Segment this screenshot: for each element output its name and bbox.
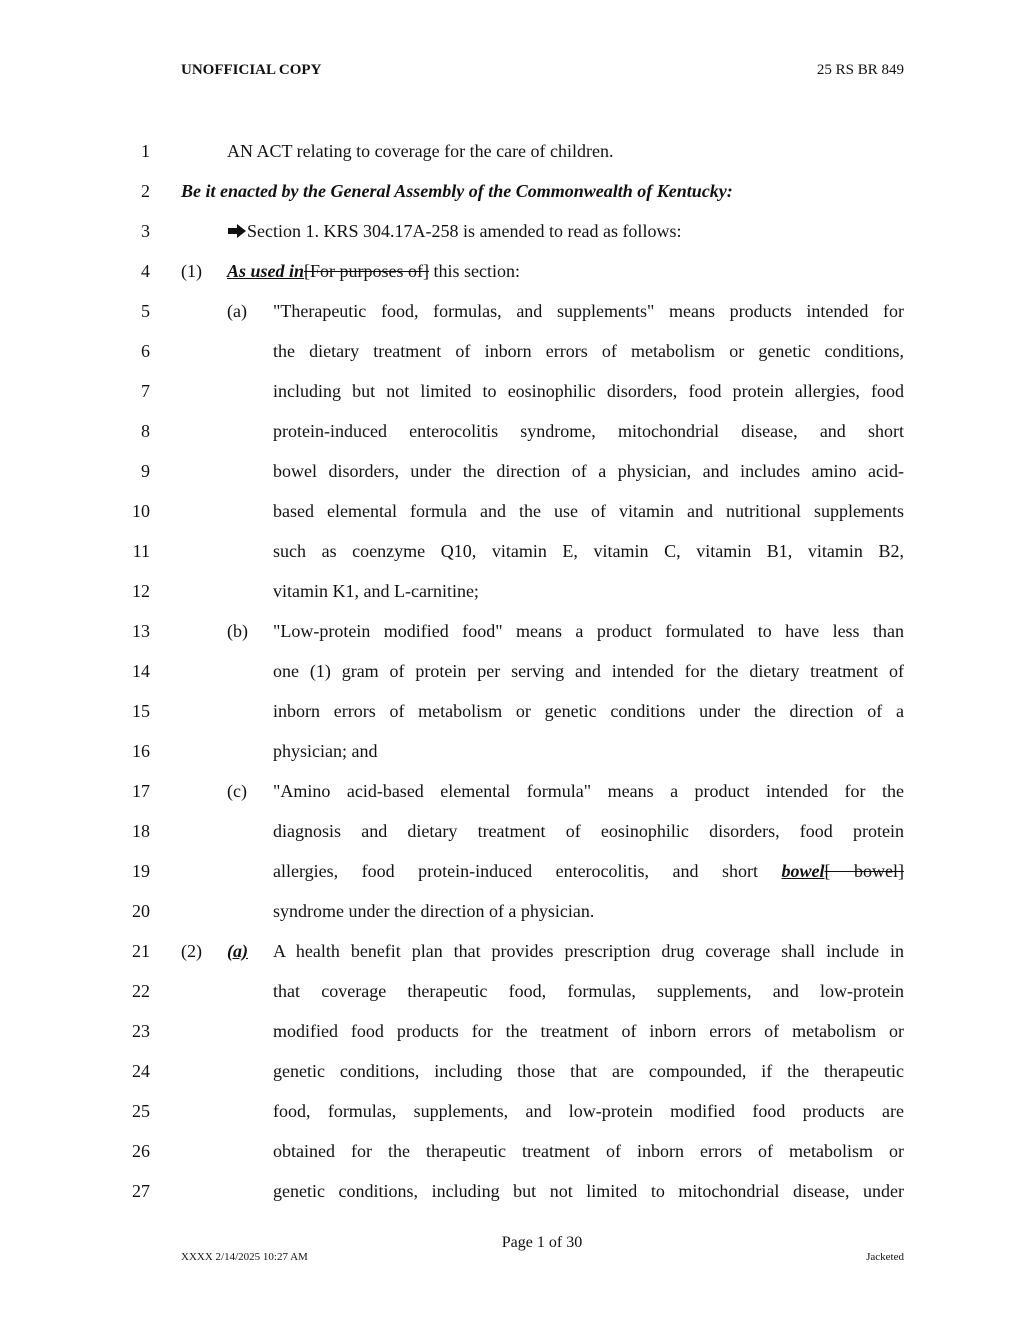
line-number: 5: [141, 301, 150, 321]
line-number: 7: [141, 381, 150, 401]
line-number: 18: [132, 821, 150, 841]
line-27: [0, 1180, 1024, 1220]
paragraph-label: (b): [227, 621, 248, 641]
line-number: 14: [132, 661, 150, 681]
line-text: [273, 860, 904, 882]
subsection-label: (1): [181, 261, 202, 281]
line-text: genetic conditions, including those that are compounded, if the therapeutic: [273, 1061, 904, 1081]
line-8: [0, 420, 1024, 460]
line-1: [0, 140, 1024, 180]
line-text: vitamin K1, and L-carnitine;: [273, 581, 479, 601]
line-number: 8: [141, 421, 150, 441]
line-text: syndrome under the direction of a physician.: [273, 901, 595, 921]
line-text: inborn errors of metabolism or genetic conditions under the direction of a: [273, 701, 904, 721]
line-number: 22: [132, 981, 150, 1001]
line-number: 11: [132, 541, 150, 561]
line-text: A health benefit plan that provides prescription drug coverage shall include in: [273, 941, 904, 961]
deleted-text: [ bowel]: [824, 861, 905, 881]
enacting-clause: Be it enacted by the General Assembly of the Commonwealth of Kentucky:: [181, 181, 733, 201]
inserted-text: bowel: [781, 861, 825, 881]
footer-status: Jacketed: [866, 1251, 904, 1263]
subsection-label: (2): [181, 941, 202, 961]
act-title: AN ACT relating to coverage for the care of children.: [227, 141, 614, 161]
line-text: protein-induced enterocolitis syndrome, mitochondrial disease, and short: [273, 421, 904, 441]
line-22: [0, 980, 1024, 1020]
line-9: [0, 460, 1024, 500]
line-number: 26: [132, 1141, 150, 1161]
line-2: [0, 180, 1024, 220]
header-unofficial-copy: UNOFFICIAL COPY: [181, 62, 322, 78]
line-number: 16: [132, 741, 150, 761]
line-number: 1: [141, 141, 150, 161]
line-text: genetic conditions, including but not limited to mitochondrial disease, under: [273, 1181, 904, 1201]
line-16: [0, 740, 1024, 780]
line-number: 3: [141, 221, 150, 241]
line-19: [0, 860, 1024, 900]
line-10: [0, 500, 1024, 540]
line-text: one (1) gram of protein per serving and intended for the dietary treatment of: [273, 661, 904, 681]
line-number: 2: [141, 181, 150, 201]
line-number: 12: [132, 581, 150, 601]
line-text: food, formulas, supplements, and low-protein modified food products are: [273, 1101, 904, 1121]
line-5: [0, 300, 1024, 340]
line-number: 17: [132, 781, 150, 801]
line-24: [0, 1060, 1024, 1100]
footer-timestamp: XXXX 2/14/2025 10:27 AM: [181, 1251, 308, 1263]
line-25: [0, 1100, 1024, 1140]
page-number: Page 1 of 30: [501, 1234, 583, 1251]
line-12: [0, 580, 1024, 620]
line-text-rest: this section:: [429, 261, 521, 281]
line-text: such as coenzyme Q10, vitamin E, vitamin C, vitamin B1, vitamin B2,: [273, 541, 904, 561]
line-number: 10: [132, 501, 150, 521]
line-number: 23: [132, 1021, 150, 1041]
line-20: [0, 900, 1024, 940]
line-number: 15: [132, 701, 150, 721]
line-text: that coverage therapeutic food, formulas, supplements, and low-protein: [273, 981, 904, 1001]
paragraph-label-inserted: (a): [227, 941, 248, 961]
line-26: [0, 1140, 1024, 1180]
line-text: [227, 260, 520, 282]
deleted-text: [For purposes of]: [304, 261, 430, 281]
line-text: including but not limited to eosinophilic disorders, food protein allergies, food: [273, 381, 904, 401]
paragraph-label: (a): [227, 301, 247, 321]
line-text: "Therapeutic food, formulas, and supplements" means products intended for: [273, 301, 904, 321]
section-heading-text: Section 1. KRS 304.17A-258 is amended to read as follows:: [247, 221, 682, 241]
line-23: [0, 1020, 1024, 1060]
line-text: physician; and: [273, 741, 378, 761]
line-number: 25: [132, 1101, 150, 1121]
line-number: 6: [141, 341, 150, 361]
line-text: obtained for the therapeutic treatment of inborn errors of metabolism or: [273, 1141, 904, 1161]
line-6: [0, 340, 1024, 380]
line-number: 9: [141, 461, 150, 481]
line-number: 24: [132, 1061, 150, 1081]
line-text: diagnosis and dietary treatment of eosinophilic disorders, food protein: [273, 821, 904, 841]
line-number: 20: [132, 901, 150, 921]
line-text: "Low-protein modified food" means a product formulated to have less than: [273, 621, 904, 641]
line-15: [0, 700, 1024, 740]
inserted-text: As used in: [227, 261, 305, 281]
line-text: the dietary treatment of inborn errors of metabolism or genetic conditions,: [273, 341, 904, 361]
line-number: 27: [132, 1181, 150, 1201]
line-21: [0, 940, 1024, 980]
line-text: "Amino acid-based elemental formula" means a product intended for the: [273, 781, 904, 801]
line-number: 4: [141, 261, 150, 281]
header-bill-request-number: 25 RS BR 849: [816, 62, 904, 78]
line-number: 13: [132, 621, 150, 641]
line-text: modified food products for the treatment of inborn errors of metabolism or: [273, 1021, 904, 1041]
line-text: based elemental formula and the use of vitamin and nutritional supplements: [273, 501, 904, 521]
section-heading: [227, 220, 681, 242]
paragraph-label: (c): [227, 781, 247, 801]
line-text-start: allergies, food protein-induced enterocolitis, and short: [273, 861, 782, 881]
line-17: [0, 780, 1024, 820]
line-13: [0, 620, 1024, 660]
line-number: 21: [132, 941, 150, 961]
right-arrow-icon: [227, 223, 247, 239]
line-7: [0, 380, 1024, 420]
line-4: [0, 260, 1024, 300]
line-text: bowel disorders, under the direction of a physician, and includes amino acid-: [273, 461, 904, 481]
line-14: [0, 660, 1024, 700]
line-number: 19: [132, 861, 150, 881]
line-18: [0, 820, 1024, 860]
line-11: [0, 540, 1024, 580]
line-3: [0, 220, 1024, 260]
